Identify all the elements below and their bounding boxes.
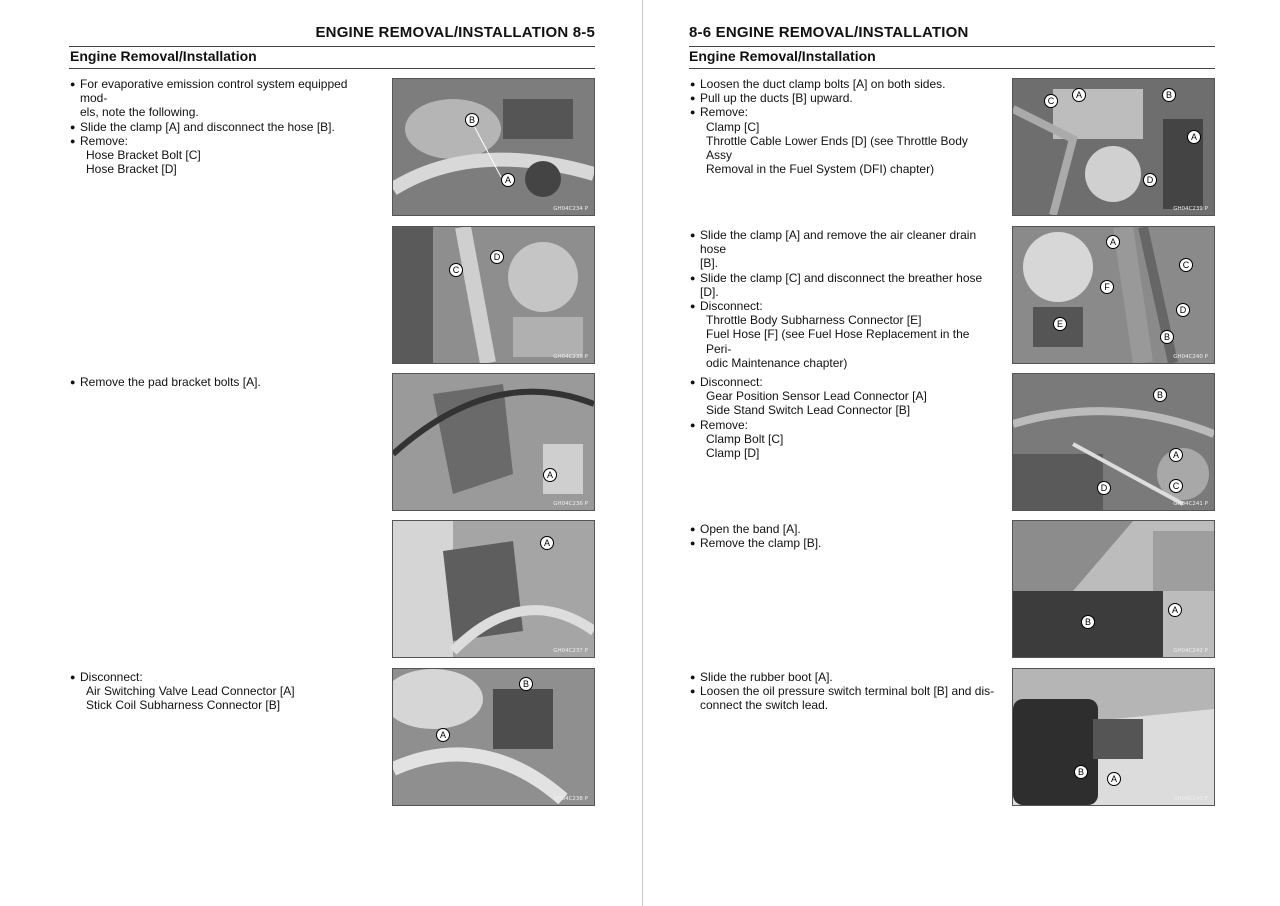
photo-code: GH04C235 P xyxy=(553,354,588,360)
photo-code: GH04C236 P xyxy=(553,501,588,507)
callout-label: B xyxy=(1162,88,1176,102)
callout-label: E xyxy=(1053,317,1067,331)
engine-photo xyxy=(1012,373,1215,511)
callout-label: B xyxy=(519,677,533,691)
engine-photo xyxy=(1012,520,1215,658)
photo-code: GH04C241 P xyxy=(1173,501,1208,507)
callout-label: C xyxy=(1179,258,1193,272)
callout-label: D xyxy=(490,250,504,264)
left-page-header: ENGINE REMOVAL/INSTALLATION 8-5 xyxy=(315,24,595,41)
photo-code: GH04C243 P xyxy=(1173,796,1208,802)
callout-label: C xyxy=(1169,479,1183,493)
engine-photo xyxy=(392,226,595,364)
right-page-header: 8-6 ENGINE REMOVAL/INSTALLATION xyxy=(689,24,969,41)
engine-photo xyxy=(392,668,595,806)
callout-label: A xyxy=(540,536,554,550)
callout-label: F xyxy=(1100,280,1114,294)
right-section-title: Engine Removal/Installation xyxy=(689,48,876,64)
right-instruction-block-2: ● Slide the clamp [A] and remove the air cleaner drain hose [B]. ● Slide the clamp [C] and disconnect the breather hose [D]. ● Disconnect: Throttle Body Subharness Connector [E] Fuel Hose [F] (see Fuel Hose Replacement in the Peri- odic Maintenance chapter) xyxy=(690,228,983,370)
right-section-rule xyxy=(689,68,1215,69)
callout-label: B xyxy=(1160,330,1174,344)
photo-code: GH04C238 P xyxy=(553,796,588,802)
photo-code: GH04C239 P xyxy=(1173,206,1208,212)
callout-label: A xyxy=(1072,88,1086,102)
left-instruction-block-3: ● Disconnect: Air Switching Valve Lead Connector [A] Stick Coil Subharness Connector [B] xyxy=(70,670,295,713)
right-instruction-block-5: ● Slide the rubber boot [A]. ● Loosen the oil pressure switch terminal bolt [B] and dis- connect the switch lead. xyxy=(690,670,995,713)
callout-label: A xyxy=(436,728,450,742)
callout-label: D xyxy=(1143,173,1157,187)
page-gutter xyxy=(642,0,643,906)
engine-photo xyxy=(392,520,595,658)
callout-label: B xyxy=(1074,765,1088,779)
callout-label: A xyxy=(543,468,557,482)
right-instruction-block-3: ● Disconnect: Gear Position Sensor Lead Connector [A] Side Stand Switch Lead Connector [B] ● Remove: Clamp Bolt [C] Clamp [D] xyxy=(690,375,927,461)
engine-photo xyxy=(1012,668,1215,806)
callout-label: D xyxy=(1097,481,1111,495)
left-instruction-block-2: ● Remove the pad bracket bolts [A]. xyxy=(70,375,261,389)
left-section-title: Engine Removal/Installation xyxy=(70,48,257,64)
photo-code: GH04C237 P xyxy=(553,648,588,654)
engine-photo xyxy=(1012,226,1215,364)
callout-label: A xyxy=(501,173,515,187)
engine-photo xyxy=(392,78,595,216)
callout-label: A xyxy=(1168,603,1182,617)
left-section-rule xyxy=(69,68,595,69)
photo-code: GH04C234 P xyxy=(553,206,588,212)
callout-label: B xyxy=(1081,615,1095,629)
callout-label: D xyxy=(1176,303,1190,317)
photo-code: GH04C242 P xyxy=(1173,648,1208,654)
photo-code: GH04C240 P xyxy=(1173,354,1208,360)
callout-label: A xyxy=(1107,772,1121,786)
callout-label: A xyxy=(1169,448,1183,462)
left-header-rule xyxy=(69,46,595,47)
right-instruction-block-1: ● Loosen the duct clamp bolts [A] on both sides. ● Pull up the ducts [B] upward. ● Remove: Clamp [C] Throttle Cable Lower Ends [D] (see Throttle Body Assy Removal in the Fuel System (DFI) chapter) xyxy=(690,77,968,177)
engine-photo xyxy=(1012,78,1215,216)
callout-label: A xyxy=(1187,130,1201,144)
callout-label: C xyxy=(1044,94,1058,108)
right-header-rule xyxy=(689,46,1215,47)
callout-label: B xyxy=(465,113,479,127)
left-instruction-block-1: ● For evaporative emission control system equipped mod- els, note the following. ● Slide the clamp [A] and disconnect the hose [B]. ● Remove: Hose Bracket Bolt [C] Hose Bracket [D] xyxy=(70,77,348,177)
callout-label: B xyxy=(1153,388,1167,402)
callout-label: A xyxy=(1106,235,1120,249)
engine-photo xyxy=(392,373,595,511)
callout-label: C xyxy=(449,263,463,277)
right-instruction-block-4: ● Open the band [A]. ● Remove the clamp [B]. xyxy=(690,522,822,551)
